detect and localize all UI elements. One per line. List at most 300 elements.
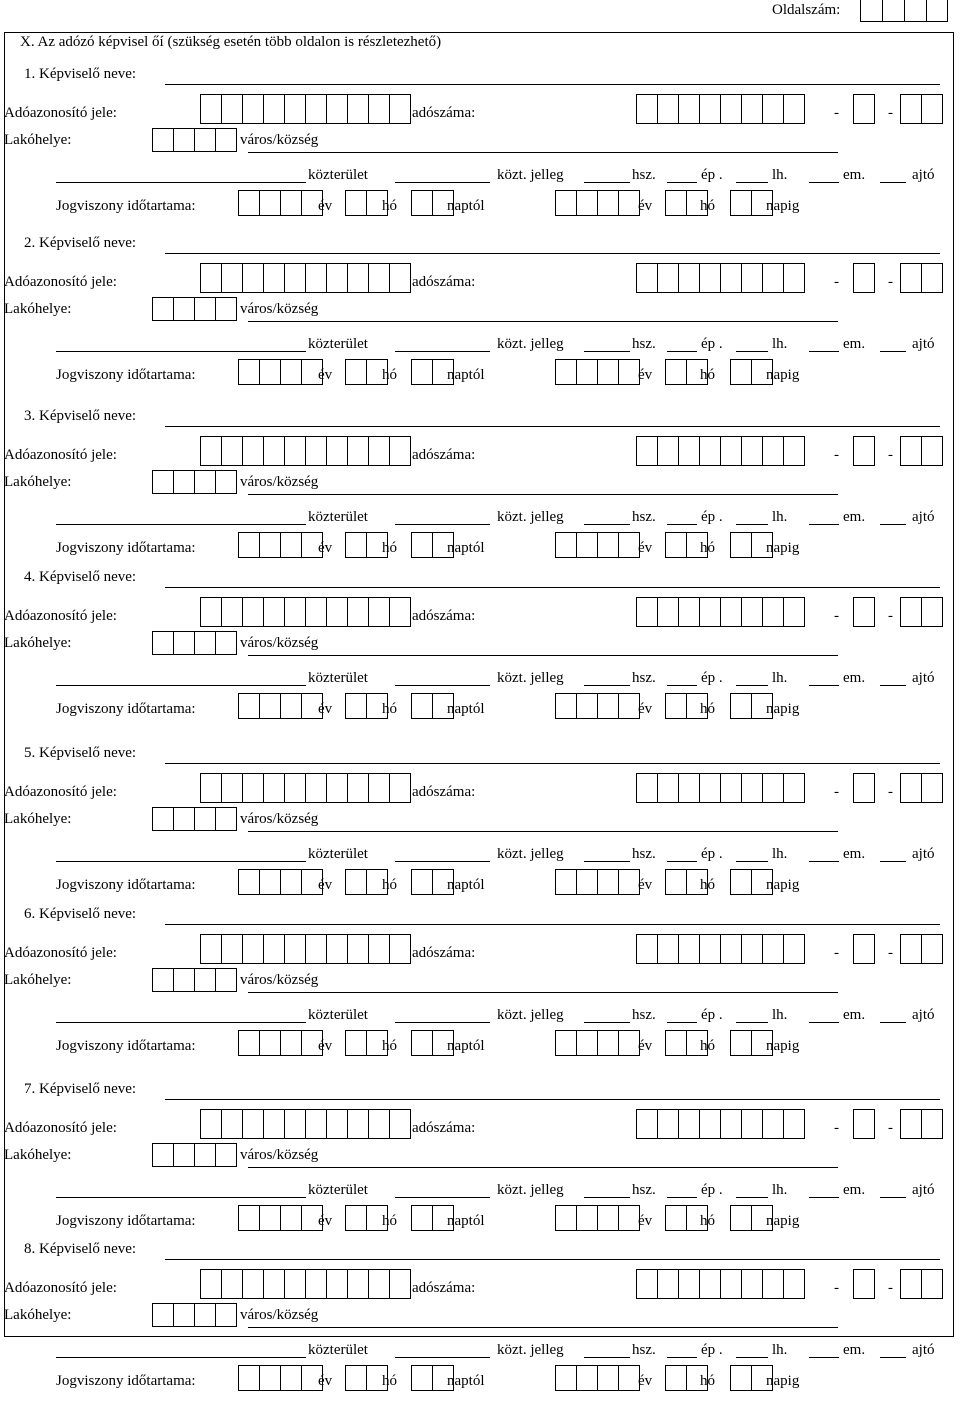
- building-label: ép .: [701, 846, 723, 862]
- staircase-line[interactable]: [736, 524, 768, 525]
- tax-number-dash: -: [834, 1280, 839, 1296]
- to-month-label: hó: [700, 198, 715, 214]
- floor-label: em.: [843, 670, 866, 686]
- to-month-label: hó: [700, 1038, 715, 1054]
- residence-label: Lakóhelye:: [4, 1307, 72, 1323]
- staircase-label: lh.: [772, 1007, 788, 1023]
- street-type-label: közt. jelleg: [497, 336, 564, 352]
- tax-number-dash: -: [834, 784, 839, 800]
- building-line[interactable]: [667, 1022, 697, 1023]
- from-year-label: év: [318, 1373, 333, 1389]
- from-year-boxes[interactable]: [238, 532, 322, 558]
- tax-id-boxes[interactable]: [200, 597, 410, 627]
- building-line[interactable]: [667, 1357, 697, 1358]
- from-year-boxes[interactable]: [238, 359, 322, 385]
- residence-label: Lakóhelye:: [4, 811, 72, 827]
- residence-label: Lakóhelye:: [4, 1147, 72, 1163]
- to-label: napig: [766, 1373, 800, 1389]
- building-label: ép .: [701, 1182, 723, 1198]
- page-number-label: Oldalszám:: [772, 2, 841, 18]
- representative-title: 1. Képviselő neve:: [24, 66, 137, 82]
- from-year-label: év: [318, 1038, 333, 1054]
- to-year-label: év: [638, 1373, 653, 1389]
- to-year-label: év: [638, 877, 653, 893]
- city-line[interactable]: [248, 1327, 838, 1328]
- building-label: ép .: [701, 167, 723, 183]
- representative-name-line[interactable]: [165, 924, 940, 925]
- staircase-line[interactable]: [736, 861, 768, 862]
- city-label: város/község: [240, 301, 319, 317]
- tax-number-dash: -: [888, 1120, 893, 1136]
- door-label: ajtó: [912, 1182, 935, 1198]
- staircase-label: lh.: [772, 509, 788, 525]
- house-number-line[interactable]: [584, 685, 630, 686]
- from-month-boxes[interactable]: [345, 869, 387, 895]
- tax-number-label: adószáma:: [412, 945, 476, 961]
- house-number-label: hsz.: [632, 336, 656, 352]
- from-year-boxes[interactable]: [238, 869, 322, 895]
- from-month-label: hó: [382, 367, 397, 383]
- residence-label: Lakóhelye:: [4, 474, 72, 490]
- to-year-label: év: [638, 1038, 653, 1054]
- house-number-label: hsz.: [632, 1182, 656, 1198]
- from-year-label: év: [318, 367, 333, 383]
- door-label: ajtó: [912, 846, 935, 862]
- tax-number-boxes-2[interactable]: [853, 1269, 874, 1299]
- house-number-line[interactable]: [584, 861, 630, 862]
- street-type-line[interactable]: [395, 182, 490, 183]
- tax-number-dash: -: [888, 447, 893, 463]
- from-label: naptól: [447, 1213, 485, 1229]
- tax-number-boxes-2[interactable]: [853, 773, 874, 803]
- street-name-line[interactable]: [56, 685, 306, 686]
- building-line[interactable]: [667, 861, 697, 862]
- representative-name-line[interactable]: [165, 763, 940, 764]
- city-label: város/község: [240, 635, 319, 651]
- representative-name-line[interactable]: [165, 587, 940, 588]
- tax-number-boxes-3[interactable]: [900, 1109, 942, 1139]
- street-type-line[interactable]: [395, 1197, 490, 1198]
- from-year-label: év: [318, 877, 333, 893]
- tax-number-boxes-2[interactable]: [853, 1109, 874, 1139]
- from-year-boxes[interactable]: [238, 1205, 322, 1231]
- house-number-line[interactable]: [584, 182, 630, 183]
- door-line[interactable]: [880, 351, 906, 352]
- tax-number-boxes[interactable]: [636, 263, 804, 293]
- building-label: ép .: [701, 336, 723, 352]
- from-month-label: hó: [382, 198, 397, 214]
- street-type-label: közt. jelleg: [497, 846, 564, 862]
- representative-title: 4. Képviselő neve:: [24, 569, 137, 585]
- city-label: város/község: [240, 1307, 319, 1323]
- building-label: ép .: [701, 1342, 723, 1358]
- to-label: napig: [766, 367, 800, 383]
- from-month-label: hó: [382, 701, 397, 717]
- tax-number-dash: -: [888, 608, 893, 624]
- to-year-boxes[interactable]: [555, 532, 639, 558]
- legal-period-label: Jogviszony időtartama:: [56, 540, 196, 556]
- street-label: közterület: [308, 336, 368, 352]
- tax-number-label: adószáma:: [412, 1280, 476, 1296]
- door-label: ajtó: [912, 167, 935, 183]
- from-year-label: év: [318, 1213, 333, 1229]
- floor-line[interactable]: [809, 1357, 839, 1358]
- from-label: naptól: [447, 540, 485, 556]
- door-line[interactable]: [880, 685, 906, 686]
- to-month-label: hó: [700, 367, 715, 383]
- street-label: közterület: [308, 846, 368, 862]
- postal-code-boxes[interactable]: [152, 631, 236, 655]
- section-title: X. Az adózó képvisel őí (szükség esetén több oldalon is részletezhető): [20, 34, 442, 50]
- house-number-line[interactable]: [584, 524, 630, 525]
- building-line[interactable]: [667, 1197, 697, 1198]
- tax-number-label: adószáma:: [412, 784, 476, 800]
- door-line[interactable]: [880, 182, 906, 183]
- representative-name-line[interactable]: [165, 84, 940, 85]
- staircase-line[interactable]: [736, 685, 768, 686]
- street-type-label: közt. jelleg: [497, 670, 564, 686]
- to-year-boxes[interactable]: [555, 1205, 639, 1231]
- tax-number-boxes-2[interactable]: [853, 436, 874, 466]
- to-label: napig: [766, 877, 800, 893]
- tax-number-dash: -: [834, 447, 839, 463]
- tax-id-boxes[interactable]: [200, 934, 410, 964]
- tax-id-boxes[interactable]: [200, 263, 410, 293]
- tax-id-boxes[interactable]: [200, 436, 410, 466]
- tax-number-boxes-2[interactable]: [853, 94, 874, 124]
- representative-name-line[interactable]: [165, 1099, 940, 1100]
- tax-number-boxes-3[interactable]: [900, 1269, 942, 1299]
- floor-line[interactable]: [809, 351, 839, 352]
- door-label: ajtó: [912, 1007, 935, 1023]
- door-line[interactable]: [880, 861, 906, 862]
- to-label: napig: [766, 1038, 800, 1054]
- house-number-line[interactable]: [584, 351, 630, 352]
- door-line[interactable]: [880, 1357, 906, 1358]
- tax-number-label: adószáma:: [412, 447, 476, 463]
- staircase-line[interactable]: [736, 351, 768, 352]
- postal-code-boxes[interactable]: [152, 470, 236, 494]
- street-name-line[interactable]: [56, 1357, 306, 1358]
- street-type-label: közt. jelleg: [497, 1182, 564, 1198]
- staircase-line[interactable]: [736, 1357, 768, 1358]
- from-month-boxes[interactable]: [345, 693, 387, 719]
- from-month-label: hó: [382, 540, 397, 556]
- from-year-boxes[interactable]: [238, 693, 322, 719]
- floor-label: em.: [843, 1007, 866, 1023]
- city-line[interactable]: [248, 1167, 838, 1168]
- to-year-label: év: [638, 701, 653, 717]
- house-number-label: hsz.: [632, 670, 656, 686]
- staircase-label: lh.: [772, 336, 788, 352]
- house-number-label: hsz.: [632, 167, 656, 183]
- to-month-label: hó: [700, 1373, 715, 1389]
- house-number-line[interactable]: [584, 1197, 630, 1198]
- tax-number-boxes[interactable]: [636, 94, 804, 124]
- tax-id-label: Adóazonosító jele:: [4, 274, 117, 290]
- representative-name-line[interactable]: [165, 253, 940, 254]
- from-year-boxes[interactable]: [238, 190, 322, 216]
- city-line[interactable]: [248, 494, 838, 495]
- from-month-label: hó: [382, 1373, 397, 1389]
- building-line[interactable]: [667, 182, 697, 183]
- city-line[interactable]: [248, 655, 838, 656]
- city-label: város/község: [240, 132, 319, 148]
- street-type-line[interactable]: [395, 524, 490, 525]
- postal-code-boxes[interactable]: [152, 1303, 236, 1327]
- building-line[interactable]: [667, 524, 697, 525]
- tax-number-dash: -: [888, 105, 893, 121]
- from-year-boxes[interactable]: [238, 1030, 322, 1056]
- floor-label: em.: [843, 1182, 866, 1198]
- from-label: naptól: [447, 1373, 485, 1389]
- street-name-line[interactable]: [56, 351, 306, 352]
- tax-number-dash: -: [834, 608, 839, 624]
- street-type-line[interactable]: [395, 1022, 490, 1023]
- city-line[interactable]: [248, 831, 838, 832]
- tax-number-dash: -: [834, 105, 839, 121]
- tax-id-label: Adóazonosító jele:: [4, 105, 117, 121]
- street-type-line[interactable]: [395, 1357, 490, 1358]
- tax-id-boxes[interactable]: [200, 1109, 410, 1139]
- tax-number-dash: -: [888, 274, 893, 290]
- representative-title: 8. Képviselő neve:: [24, 1241, 137, 1257]
- building-label: ép .: [701, 1007, 723, 1023]
- postal-code-boxes[interactable]: [152, 297, 236, 321]
- tax-number-dash: -: [834, 945, 839, 961]
- street-type-line[interactable]: [395, 861, 490, 862]
- to-year-label: év: [638, 367, 653, 383]
- to-year-boxes[interactable]: [555, 1030, 639, 1056]
- tax-number-boxes-3[interactable]: [900, 436, 942, 466]
- street-type-label: közt. jelleg: [497, 509, 564, 525]
- tax-id-boxes[interactable]: [200, 773, 410, 803]
- tax-number-boxes[interactable]: [636, 1269, 804, 1299]
- to-year-boxes[interactable]: [555, 1365, 639, 1391]
- building-label: ép .: [701, 509, 723, 525]
- to-month-label: hó: [700, 877, 715, 893]
- tax-number-boxes[interactable]: [636, 934, 804, 964]
- street-name-line[interactable]: [56, 1022, 306, 1023]
- postal-code-boxes[interactable]: [152, 128, 236, 152]
- to-month-label: hó: [700, 701, 715, 717]
- tax-number-boxes[interactable]: [636, 436, 804, 466]
- representative-title: 7. Képviselő neve:: [24, 1081, 137, 1097]
- postal-code-boxes[interactable]: [152, 1143, 236, 1167]
- tax-number-dash: -: [834, 274, 839, 290]
- postal-code-boxes[interactable]: [152, 968, 236, 992]
- door-label: ajtó: [912, 509, 935, 525]
- from-label: naptól: [447, 877, 485, 893]
- tax-number-boxes-2[interactable]: [853, 934, 874, 964]
- tax-number-dash: -: [888, 784, 893, 800]
- floor-line[interactable]: [809, 685, 839, 686]
- tax-number-dash: -: [834, 1120, 839, 1136]
- residence-label: Lakóhelye:: [4, 132, 72, 148]
- tax-id-boxes[interactable]: [200, 1269, 410, 1299]
- from-label: naptól: [447, 367, 485, 383]
- legal-period-label: Jogviszony időtartama:: [56, 701, 196, 717]
- street-name-line[interactable]: [56, 861, 306, 862]
- from-month-boxes[interactable]: [345, 190, 387, 216]
- representative-title: 3. Képviselő neve:: [24, 408, 137, 424]
- from-year-label: év: [318, 540, 333, 556]
- to-year-label: év: [638, 198, 653, 214]
- door-line[interactable]: [880, 524, 906, 525]
- to-label: napig: [766, 540, 800, 556]
- representative-title: 5. Képviselő neve:: [24, 745, 137, 761]
- tax-number-boxes[interactable]: [636, 597, 804, 627]
- house-number-label: hsz.: [632, 509, 656, 525]
- street-type-label: közt. jelleg: [497, 1007, 564, 1023]
- door-line[interactable]: [880, 1197, 906, 1198]
- floor-line[interactable]: [809, 1197, 839, 1198]
- street-label: közterület: [308, 167, 368, 183]
- tax-id-label: Adóazonosító jele:: [4, 1120, 117, 1136]
- from-year-label: év: [318, 198, 333, 214]
- staircase-label: lh.: [772, 1342, 788, 1358]
- postal-code-boxes[interactable]: [152, 807, 236, 831]
- tax-number-boxes-2[interactable]: [853, 597, 874, 627]
- house-number-label: hsz.: [632, 846, 656, 862]
- tax-number-dash: -: [888, 1280, 893, 1296]
- street-name-line[interactable]: [56, 524, 306, 525]
- tax-number-boxes-3[interactable]: [900, 773, 942, 803]
- city-line[interactable]: [248, 992, 838, 993]
- from-month-boxes[interactable]: [345, 1205, 387, 1231]
- from-month-label: hó: [382, 1038, 397, 1054]
- floor-label: em.: [843, 846, 866, 862]
- street-type-line[interactable]: [395, 351, 490, 352]
- to-year-boxes[interactable]: [555, 190, 639, 216]
- representative-title: 2. Képviselő neve:: [24, 235, 137, 251]
- to-label: napig: [766, 1213, 800, 1229]
- tax-id-label: Adóazonosító jele:: [4, 784, 117, 800]
- staircase-label: lh.: [772, 167, 788, 183]
- page-number-boxes[interactable]: [860, 0, 948, 22]
- floor-label: em.: [843, 336, 866, 352]
- from-label: naptól: [447, 1038, 485, 1054]
- tax-number-boxes[interactable]: [636, 773, 804, 803]
- tax-number-label: adószáma:: [412, 105, 476, 121]
- door-label: ajtó: [912, 336, 935, 352]
- legal-period-label: Jogviszony időtartama:: [56, 1373, 196, 1389]
- city-label: város/község: [240, 474, 319, 490]
- legal-period-label: Jogviszony időtartama:: [56, 877, 196, 893]
- house-number-label: hsz.: [632, 1007, 656, 1023]
- residence-label: Lakóhelye:: [4, 972, 72, 988]
- tax-number-boxes[interactable]: [636, 1109, 804, 1139]
- residence-label: Lakóhelye:: [4, 301, 72, 317]
- tax-number-label: adószáma:: [412, 608, 476, 624]
- tax-id-boxes[interactable]: [200, 94, 410, 124]
- building-line[interactable]: [667, 351, 697, 352]
- to-year-boxes[interactable]: [555, 869, 639, 895]
- city-line[interactable]: [248, 321, 838, 322]
- from-label: naptól: [447, 198, 485, 214]
- city-label: város/község: [240, 972, 319, 988]
- staircase-line[interactable]: [736, 1022, 768, 1023]
- tax-id-label: Adóazonosító jele:: [4, 608, 117, 624]
- to-month-label: hó: [700, 540, 715, 556]
- from-month-boxes[interactable]: [345, 1030, 387, 1056]
- from-year-boxes[interactable]: [238, 1365, 322, 1391]
- legal-period-label: Jogviszony időtartama:: [56, 367, 196, 383]
- tax-number-boxes-3[interactable]: [900, 597, 942, 627]
- tax-number-label: adószáma:: [412, 1120, 476, 1136]
- staircase-line[interactable]: [736, 182, 768, 183]
- legal-period-label: Jogviszony időtartama:: [56, 1213, 196, 1229]
- tax-number-boxes-3[interactable]: [900, 94, 942, 124]
- building-label: ép .: [701, 670, 723, 686]
- staircase-label: lh.: [772, 1182, 788, 1198]
- building-line[interactable]: [667, 685, 697, 686]
- from-month-boxes[interactable]: [345, 532, 387, 558]
- house-number-label: hsz.: [632, 1342, 656, 1358]
- tax-id-label: Adóazonosító jele:: [4, 945, 117, 961]
- door-label: ajtó: [912, 1342, 935, 1358]
- representative-name-line[interactable]: [165, 426, 940, 427]
- tax-id-label: Adóazonosító jele:: [4, 1280, 117, 1296]
- street-label: közterület: [308, 1182, 368, 1198]
- street-name-line[interactable]: [56, 182, 306, 183]
- floor-line[interactable]: [809, 861, 839, 862]
- floor-label: em.: [843, 509, 866, 525]
- residence-label: Lakóhelye:: [4, 635, 72, 651]
- floor-label: em.: [843, 167, 866, 183]
- tax-number-boxes-2[interactable]: [853, 263, 874, 293]
- door-line[interactable]: [880, 1022, 906, 1023]
- street-label: közterület: [308, 1007, 368, 1023]
- door-label: ajtó: [912, 670, 935, 686]
- house-number-line[interactable]: [584, 1022, 630, 1023]
- to-year-boxes[interactable]: [555, 359, 639, 385]
- to-label: napig: [766, 701, 800, 717]
- tax-number-boxes-3[interactable]: [900, 934, 942, 964]
- city-line[interactable]: [248, 152, 838, 153]
- street-type-label: közt. jelleg: [497, 1342, 564, 1358]
- staircase-line[interactable]: [736, 1197, 768, 1198]
- tax-id-label: Adóazonosító jele:: [4, 447, 117, 463]
- tax-number-dash: -: [888, 945, 893, 961]
- street-label: közterület: [308, 670, 368, 686]
- street-type-line[interactable]: [395, 685, 490, 686]
- tax-number-label: adószáma:: [412, 274, 476, 290]
- to-year-label: év: [638, 1213, 653, 1229]
- to-month-label: hó: [700, 1213, 715, 1229]
- street-type-label: közt. jelleg: [497, 167, 564, 183]
- floor-line[interactable]: [809, 1022, 839, 1023]
- legal-period-label: Jogviszony időtartama:: [56, 1038, 196, 1054]
- representative-title: 6. Képviselő neve:: [24, 906, 137, 922]
- tax-number-boxes-3[interactable]: [900, 263, 942, 293]
- from-month-label: hó: [382, 1213, 397, 1229]
- floor-line[interactable]: [809, 182, 839, 183]
- house-number-line[interactable]: [584, 1357, 630, 1358]
- to-year-boxes[interactable]: [555, 693, 639, 719]
- street-label: közterület: [308, 1342, 368, 1358]
- from-month-boxes[interactable]: [345, 1365, 387, 1391]
- legal-period-label: Jogviszony időtartama:: [56, 198, 196, 214]
- to-year-label: év: [638, 540, 653, 556]
- staircase-label: lh.: [772, 846, 788, 862]
- from-month-boxes[interactable]: [345, 359, 387, 385]
- floor-line[interactable]: [809, 524, 839, 525]
- staircase-label: lh.: [772, 670, 788, 686]
- representative-name-line[interactable]: [165, 1259, 940, 1260]
- from-month-label: hó: [382, 877, 397, 893]
- street-name-line[interactable]: [56, 1197, 306, 1198]
